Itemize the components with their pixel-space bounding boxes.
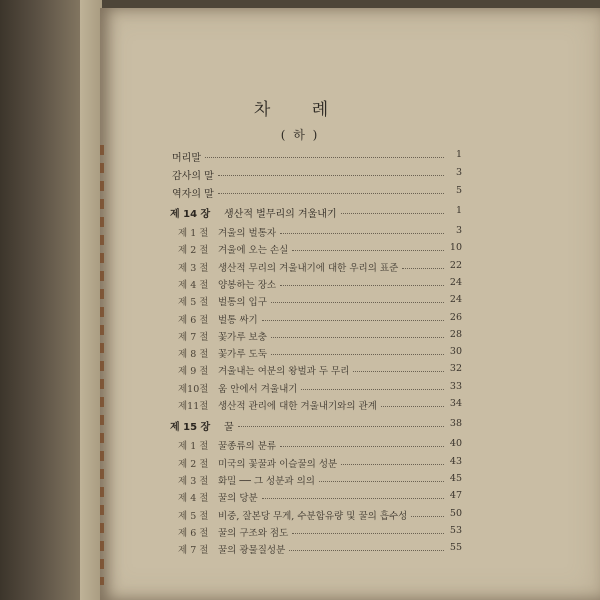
toc-entry-label: 제 5 절 bbox=[178, 510, 209, 522]
toc-entry-title: 벌통 싸기 bbox=[218, 314, 258, 326]
toc-entry-label: 제 3 절 bbox=[178, 262, 209, 274]
toc-section-item bbox=[0, 454, 600, 472]
toc-entry-title: 꿀종류의 분류 bbox=[218, 441, 277, 453]
toc-entry-label: 제 7 절 bbox=[178, 545, 209, 557]
toc-entry-label: 제 1 절 bbox=[178, 441, 209, 453]
toc-entry-page: 34 bbox=[449, 398, 462, 409]
toc-entry-title: 벌통의 입구 bbox=[218, 297, 267, 309]
toc-entry-label: 제 14 장 bbox=[170, 209, 211, 220]
toc-entry-title: 겨울에 오는 손실 bbox=[218, 245, 289, 257]
toc-section-item bbox=[0, 361, 600, 379]
toc-entry-label: 제 7 절 bbox=[178, 331, 209, 343]
toc-entry-page: 53 bbox=[449, 524, 462, 536]
toc-entry-label: 제 2 절 bbox=[178, 245, 209, 257]
toc-entry-label: 제 15 장 bbox=[170, 422, 211, 434]
toc-section-item bbox=[0, 488, 600, 506]
toc-front-matter-item bbox=[0, 165, 600, 183]
toc-entry-page: 28 bbox=[449, 328, 462, 340]
toc-entry-page: 24 bbox=[449, 276, 462, 288]
leader-dots bbox=[280, 285, 444, 286]
leader-dots bbox=[271, 302, 444, 303]
leader-dots bbox=[301, 389, 444, 390]
toc-entry-title: 생산적 관리에 대한 겨울내기와의 관계 bbox=[218, 401, 377, 412]
toc-entry-page: 5 bbox=[455, 185, 462, 196]
page-title: 차 례 bbox=[253, 100, 347, 120]
toc-section-item bbox=[0, 223, 600, 241]
toc-section-item bbox=[0, 540, 600, 558]
toc-entry-title: 비중, 잘본당 무게, 수분함유량 및 꿀의 흡수성 bbox=[218, 510, 408, 522]
toc-section-item bbox=[0, 258, 600, 276]
leader-dots bbox=[262, 320, 444, 321]
leader-dots bbox=[280, 233, 444, 234]
leader-dots bbox=[411, 516, 444, 517]
toc-entry-title: 감사의 말 bbox=[172, 171, 214, 182]
leader-dots bbox=[292, 250, 444, 251]
toc-section-item bbox=[0, 471, 600, 489]
leader-dots bbox=[205, 157, 444, 158]
toc-entry-label: 제 9 절 bbox=[178, 366, 209, 378]
toc-section-item bbox=[0, 310, 600, 328]
toc-entry-page: 1 bbox=[455, 149, 462, 160]
toc-entry-label: 제 2 절 bbox=[178, 458, 209, 470]
leader-dots bbox=[262, 498, 444, 499]
toc-entry-title: 꿀 bbox=[224, 422, 234, 434]
leader-dots bbox=[271, 354, 444, 355]
toc-chapter-heading bbox=[0, 203, 600, 221]
toc-entry-title: 꽃가루 보충 bbox=[218, 331, 267, 343]
toc-entry-page: 22 bbox=[449, 259, 462, 271]
toc-entry-title: 겨울의 벌통자 bbox=[218, 228, 277, 239]
toc-entry-page: 33 bbox=[449, 380, 462, 392]
toc-entry-title: 꿀의 구조와 점도 bbox=[218, 527, 289, 539]
leader-dots bbox=[218, 193, 444, 194]
toc-entry-title: 머리말 bbox=[172, 153, 201, 164]
toc-entry-title: 움 안에서 겨울내기 bbox=[218, 383, 298, 395]
toc-section-item bbox=[0, 379, 600, 397]
toc-entry-title: 생산적 무리의 겨울내기에 대한 우리의 표준 bbox=[218, 262, 399, 274]
page-subtitle: ( 하 ) bbox=[280, 128, 320, 142]
toc-section-item bbox=[0, 275, 600, 293]
toc-section-item bbox=[0, 327, 600, 345]
toc-entry-title: 양봉하는 장소 bbox=[218, 279, 277, 291]
toc-section-item bbox=[0, 292, 600, 310]
toc-entry-page: 45 bbox=[449, 472, 462, 484]
toc-section-item bbox=[0, 240, 600, 258]
toc-entry-page: 50 bbox=[449, 507, 462, 519]
toc-entry-page: 55 bbox=[449, 542, 462, 554]
toc-entry-page: 3 bbox=[455, 225, 462, 236]
toc-entry-page: 38 bbox=[449, 418, 462, 430]
leader-dots bbox=[341, 213, 444, 214]
toc-entry-page: 26 bbox=[449, 311, 462, 323]
toc-entry-page: 24 bbox=[449, 294, 462, 306]
leader-dots bbox=[218, 175, 444, 176]
toc-entry-page: 43 bbox=[449, 455, 462, 467]
toc-section-item bbox=[0, 344, 600, 362]
toc-entry-page: 40 bbox=[449, 438, 462, 450]
leader-dots bbox=[292, 533, 444, 534]
toc-entry-page: 47 bbox=[449, 490, 462, 502]
toc-entry-page: 1 bbox=[455, 205, 462, 216]
leader-dots bbox=[353, 371, 444, 372]
toc-entry-title: 꿀의 광물질성분 bbox=[218, 545, 286, 557]
toc-entry-title: 화밀 ── 그 성분과 의의 bbox=[218, 475, 315, 487]
toc-front-matter-item bbox=[0, 147, 600, 165]
toc-chapter-heading bbox=[0, 416, 600, 434]
toc-entry-label: 제 8 절 bbox=[178, 349, 209, 361]
toc-entry-label: 제 1 절 bbox=[178, 228, 209, 239]
leader-dots bbox=[341, 464, 444, 465]
leader-dots bbox=[280, 446, 444, 447]
toc-section-item bbox=[0, 523, 600, 541]
leader-dots bbox=[381, 406, 444, 407]
toc-entry-title: 꿀의 당분 bbox=[218, 493, 258, 505]
toc-entry-title: 겨울내는 여분의 왕벌과 두 무리 bbox=[218, 366, 350, 378]
toc-section-item bbox=[0, 396, 600, 414]
toc-entry-label: 제 6 절 bbox=[178, 527, 209, 539]
toc-entry-title: 꽃가루 도둑 bbox=[218, 349, 267, 361]
toc-entry-label: 제11절 bbox=[178, 401, 209, 412]
toc-section-item bbox=[0, 436, 600, 454]
leader-dots bbox=[402, 268, 444, 269]
toc-entry-page: 30 bbox=[449, 346, 462, 358]
toc-front-matter-item bbox=[0, 183, 600, 201]
toc-entry-page: 3 bbox=[455, 167, 462, 178]
toc-entry-label: 제 6 절 bbox=[178, 314, 209, 326]
leader-dots bbox=[238, 426, 444, 427]
toc-entry-title: 미국의 꽃꿀과 이슬꿀의 성분 bbox=[218, 458, 338, 470]
toc-entry-label: 제 5 절 bbox=[178, 297, 209, 309]
leader-dots bbox=[289, 550, 444, 551]
toc-entry-label: 제 3 절 bbox=[178, 475, 209, 487]
toc-entry-label: 제10절 bbox=[178, 383, 209, 395]
toc-entry-label: 제 4 절 bbox=[178, 279, 209, 291]
toc-entry-page: 10 bbox=[449, 242, 462, 254]
toc-entry-label: 제 4 절 bbox=[178, 493, 209, 505]
toc-section-item bbox=[0, 506, 600, 524]
toc-entry-title: 역자의 말 bbox=[172, 189, 214, 200]
leader-dots bbox=[271, 337, 444, 338]
toc-entry-title: 생산적 벌무리의 겨울내기 bbox=[224, 209, 337, 220]
toc-entry-page: 32 bbox=[449, 363, 462, 375]
leader-dots bbox=[319, 481, 444, 482]
